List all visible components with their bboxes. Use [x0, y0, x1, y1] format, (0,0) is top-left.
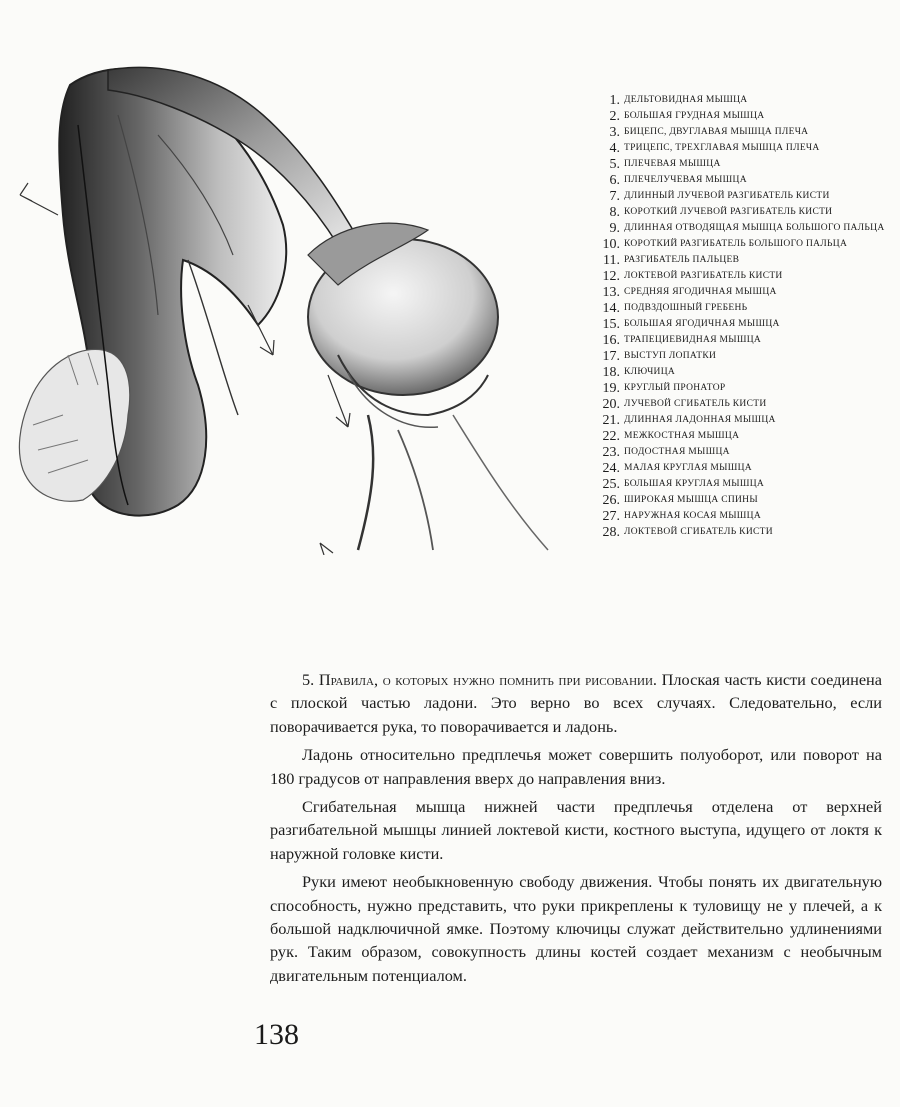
legend-item — [596, 109, 896, 124]
legend-item — [596, 429, 896, 444]
legend-item-label: БОЛЬШАЯ КРУГЛАЯ МЫШЦА — [624, 479, 765, 489]
anatomy-sketch — [8, 55, 593, 555]
legend-item-label: БОЛЬШАЯ ЯГОДИЧНАЯ МЫШЦА — [624, 319, 780, 329]
legend-item-number: 5. — [609, 157, 620, 172]
legend-item-number: 28. — [602, 525, 620, 540]
legend-item-label: МАЛАЯ КРУГЛАЯ МЫШЦА — [624, 463, 752, 473]
legend-item — [596, 477, 896, 492]
legend-item-label: КРУГЛЫЙ ПРОНАТОР — [624, 383, 726, 393]
legend-item-number: 1. — [609, 93, 620, 108]
legend-item-number: 26. — [602, 493, 620, 508]
legend-item — [596, 205, 896, 220]
legend-item — [596, 413, 896, 428]
legend-item-label: ДЛИННАЯ ЛАДОННАЯ МЫШЦА — [624, 415, 776, 425]
legend-item-label: ТРАПЕЦИЕВИДНАЯ МЫШЦА — [624, 335, 762, 345]
legend-item — [596, 461, 896, 476]
legend-item — [596, 285, 896, 300]
rule-heading: 5. Правила, о которых нужно помнить при рисовании. — [302, 670, 658, 689]
legend-item — [596, 397, 896, 412]
legend-item-number: 3. — [609, 125, 620, 140]
legend-item — [596, 333, 896, 348]
legend-item — [596, 221, 896, 236]
legend-item-number: 17. — [602, 349, 620, 364]
legend-item — [596, 189, 896, 204]
legend-item-number: 7. — [609, 189, 620, 204]
legend-item-label: БИЦЕПС, ДВУГЛАВАЯ МЫШЦА ПЛЕЧА — [624, 127, 809, 137]
legend-item — [596, 253, 896, 268]
legend-item — [596, 93, 896, 108]
legend-item-label: ВЫСТУП ЛОПАТКИ — [624, 351, 717, 361]
paragraph-4: Руки имеют необыкновенную свободу движения. Чтобы понять их двигательную способность, нужно представить, что руки прикреплены к туловищу не у плечей, а к большой надключичной ямке. Поэтому ключицы служат действительно удлинениями рук. Таким образом, совокупность длины костей создает механизм с необычным двигательным потенциалом. — [270, 872, 882, 985]
legend-item-label: ПОДВЗДОШНЫЙ ГРЕБЕНЬ — [624, 303, 748, 313]
legend-item-number: 27. — [602, 509, 620, 524]
legend-item — [596, 525, 896, 540]
legend-item — [596, 157, 896, 172]
page-number: 138 — [254, 1018, 299, 1051]
legend-item-label: КОРОТКИЙ ЛУЧЕВОЙ РАЗГИБАТЕЛЬ КИСТИ — [624, 207, 833, 217]
legend-item — [596, 237, 896, 252]
legend-item-number: 24. — [602, 461, 620, 476]
muscle-legend-list — [596, 93, 896, 541]
legend-item-label: ЛОКТЕВОЙ СГИБАТЕЛЬ КИСТИ — [624, 527, 773, 537]
legend-item-label: НАРУЖНАЯ КОСАЯ МЫШЦА — [624, 511, 761, 521]
legend-item-number: 8. — [609, 205, 620, 220]
legend-item-number: 9. — [609, 221, 620, 236]
legend-item — [596, 173, 896, 188]
legend-item — [596, 349, 896, 364]
legend-item-label: ЛУЧЕВОЙ СГИБАТЕЛЬ КИСТИ — [624, 399, 767, 409]
paragraph-1-text: Плоская часть кисти соединена с плоской частью ладони. Это верно во всех случаях. Следовательно, если поворачивается рука, то поворачивается и ладонь. — [270, 670, 882, 736]
legend-item-label: ПЛЕЧЕВАЯ МЫШЦА — [624, 159, 721, 169]
legend-item — [596, 125, 896, 140]
legend-item-number: 16. — [602, 333, 620, 348]
legend-item-number: 20. — [602, 397, 620, 412]
legend-item — [596, 381, 896, 396]
legend-item-number: 6. — [609, 173, 620, 188]
legend-item-label: СРЕДНЯЯ ЯГОДИЧНАЯ МЫШЦА — [624, 287, 777, 297]
legend-item — [596, 365, 896, 380]
legend-item-number: 18. — [602, 365, 620, 380]
legend-item-number: 11. — [603, 253, 620, 268]
legend-item-number: 13. — [602, 285, 620, 300]
legend-item-label: ШИРОКАЯ МЫШЦА СПИНЫ — [624, 495, 758, 505]
legend-item-label: ДЕЛЬТОВИДНАЯ МЫШЦА — [624, 95, 748, 105]
legend-item-number: 23. — [602, 445, 620, 460]
legend-item-label: ДЛИННЫЙ ЛУЧЕВОЙ РАЗГИБАТЕЛЬ КИСТИ — [624, 191, 830, 201]
legend-item-number: 15. — [602, 317, 620, 332]
legend-item-label: КЛЮЧИЦА — [624, 367, 676, 377]
paragraph-1 — [270, 668, 882, 738]
legend-item-label: ТРИЦЕПС, ТРЕХГЛАВАЯ МЫШЦА ПЛЕЧА — [624, 143, 820, 153]
legend-item-label: ДЛИННАЯ ОТВОДЯЩАЯ МЫШЦА БОЛЬШОГО ПАЛЬЦА — [624, 223, 885, 233]
legend-item-label: БОЛЬШАЯ ГРУДНАЯ МЫШЦА — [624, 111, 765, 121]
legend-item — [596, 445, 896, 460]
legend-item-number: 12. — [602, 269, 620, 284]
legend-item-number: 22. — [602, 429, 620, 444]
legend-item — [596, 493, 896, 508]
legend-item-label: РАЗГИБАТЕЛЬ ПАЛЬЦЕВ — [624, 255, 740, 265]
paragraph-3: Сгибательная мышца нижней части предплечья отделена от верхней разгибательной мышцы линией локтевой кисти, костного выступа, идущего от локтя к наружной головке кисти. — [270, 797, 882, 863]
legend-item-number: 25. — [602, 477, 620, 492]
legend-item-label: ПЛЕЧЕЛУЧЕВАЯ МЫШЦА — [624, 175, 747, 185]
legend-item-number: 10. — [602, 237, 620, 252]
legend-item — [596, 269, 896, 284]
legend-item-number: 2. — [609, 109, 620, 124]
legend-item — [596, 509, 896, 524]
legend-item-number: 14. — [602, 301, 620, 316]
legend-item — [596, 317, 896, 332]
legend-item-number: 19. — [602, 381, 620, 396]
legend-item-label: ЛОКТЕВОЙ РАЗГИБАТЕЛЬ КИСТИ — [624, 271, 783, 281]
arm-muscle-illustration — [8, 55, 593, 555]
legend-item — [596, 141, 896, 156]
legend-item-label: КОРОТКИЙ РАЗГИБАТЕЛЬ БОЛЬШОГО ПАЛЬЦА — [624, 239, 848, 249]
legend-item-label: МЕЖКОСТНАЯ МЫШЦА — [624, 431, 740, 441]
legend-item — [596, 301, 896, 316]
legend-item-number: 21. — [602, 413, 620, 428]
legend-item-label: ПОДОСТНАЯ МЫШЦА — [624, 447, 730, 457]
body-text — [270, 668, 882, 992]
legend-item-number: 4. — [609, 141, 620, 156]
paragraph-2: Ладонь относительно предплечья может совершить полуоборот, или поворот на 180 градусов от направления вверх до направления вниз. — [270, 745, 882, 788]
